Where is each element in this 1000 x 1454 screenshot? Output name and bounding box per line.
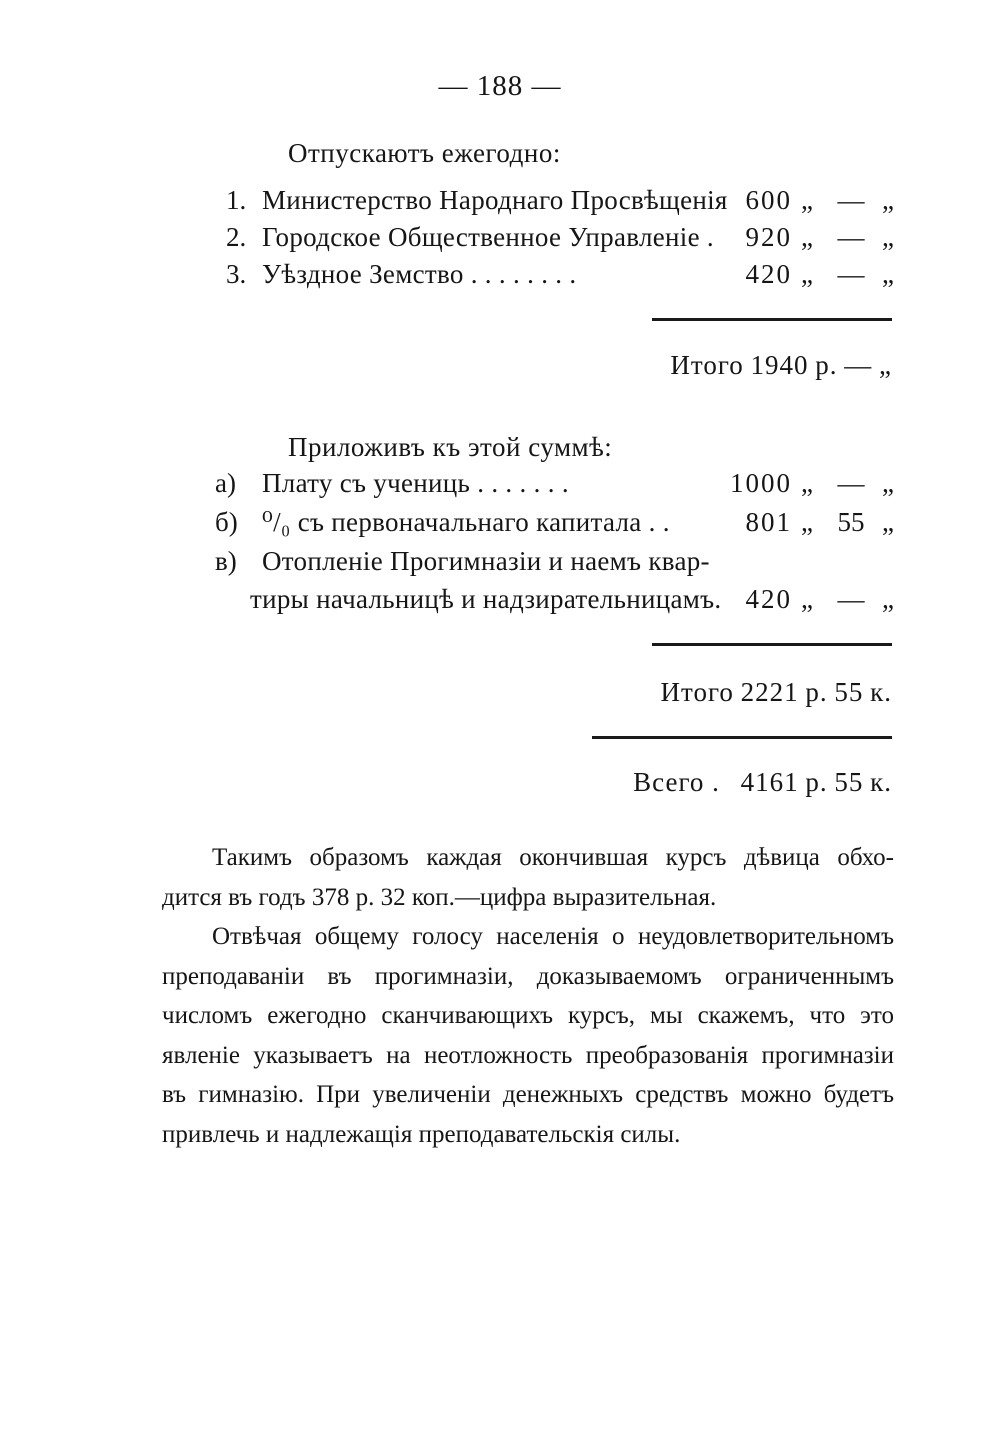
item-number: 2. bbox=[226, 222, 247, 252]
item-ditto-1: „ bbox=[801, 468, 813, 498]
paragraph-2 bbox=[162, 917, 894, 1154]
section1-total bbox=[670, 350, 892, 381]
item-text: Уѣздное Земство . . . . . . . . bbox=[262, 259, 577, 289]
grand-total-label: Всего . bbox=[633, 767, 720, 797]
item-ditto-3: „ bbox=[882, 584, 894, 614]
paragraph-line: числомъ ежегодно сканчивающихъ курсъ, мы скажемъ, что это bbox=[162, 1002, 894, 1029]
item-text: ⁰/₀ съ первоначальнаго капитала . . bbox=[262, 507, 670, 537]
item-ditto-2: — bbox=[837, 259, 865, 289]
total-unit: р. bbox=[815, 350, 838, 380]
page-number: — 188 — bbox=[438, 70, 562, 102]
item-ditto-2: — bbox=[837, 222, 865, 252]
item-letter: а) bbox=[215, 468, 236, 498]
paragraph-line: привлечь и надлежащія преподавательскія силы. bbox=[162, 1120, 681, 1148]
item-ditto-3: „ bbox=[882, 468, 894, 498]
item-ditto-1: „ bbox=[801, 507, 813, 537]
section1-item-1 bbox=[0, 185, 1000, 225]
item-ditto-2: — bbox=[837, 185, 865, 215]
item-amount: 420 bbox=[745, 259, 792, 289]
item-number: 3. bbox=[226, 259, 247, 289]
grand-total-unit: р. bbox=[805, 767, 828, 797]
item-text: Министерство Народнаго Просвѣщенія bbox=[262, 185, 728, 215]
item-ditto-2: — bbox=[837, 468, 865, 498]
item-ditto-3: „ bbox=[882, 507, 894, 537]
item-letter: б) bbox=[215, 507, 238, 537]
paragraph-1 bbox=[162, 838, 894, 917]
total-amount: 1940 bbox=[750, 350, 809, 380]
subtotal-rule-1 bbox=[652, 318, 892, 321]
item-text: Отопленіе Прогимназіи и наемъ квар- bbox=[262, 546, 710, 576]
item-text: тиры начальницѣ и надзирательницамъ. bbox=[250, 584, 722, 614]
item-ditto-1: „ bbox=[801, 584, 813, 614]
section1-item-3 bbox=[0, 259, 1000, 299]
item-ditto-3: „ bbox=[882, 222, 894, 252]
section2-item-c bbox=[0, 546, 1000, 586]
item-ditto-2: — bbox=[837, 584, 865, 614]
item-ditto-3: „ bbox=[882, 259, 894, 289]
item-text: Плату съ учениць . . . . . . . bbox=[262, 468, 569, 498]
total-kopecks-unit: к. bbox=[870, 677, 892, 707]
grand-total-kopecks: 55 bbox=[834, 767, 864, 797]
section1-heading: Отпускаютъ ежегодно: bbox=[288, 138, 561, 168]
section2-item-b bbox=[0, 507, 1000, 547]
paragraph-line: явленіе указываетъ на неотложность преобразованія прогимназіи bbox=[162, 1041, 894, 1069]
section2-item-a bbox=[0, 468, 1000, 508]
item-amount: 920 bbox=[745, 222, 792, 252]
section2-heading: Приложивъ къ этой суммѣ: bbox=[288, 432, 613, 462]
section1-item-2 bbox=[0, 222, 1000, 262]
item-number: 1. bbox=[226, 185, 247, 215]
total-unit: р. bbox=[805, 677, 828, 707]
total-quote: „ bbox=[879, 350, 892, 380]
item-amount: 801 bbox=[745, 507, 792, 537]
paragraph-line: преподаваніи въ прогимназіи, доказываемомъ ограниченнымъ bbox=[162, 962, 894, 990]
item-text: Городское Общественное Управленіе . bbox=[262, 222, 714, 252]
grand-total bbox=[633, 767, 892, 798]
section2-item-c-continued bbox=[0, 584, 1000, 624]
section2-total bbox=[661, 677, 892, 708]
item-amount: 600 bbox=[745, 185, 792, 215]
item-ditto-3: „ bbox=[882, 185, 894, 215]
item-ditto-1: „ bbox=[801, 222, 813, 252]
total-dash: — bbox=[844, 350, 873, 380]
item-ditto-1: „ bbox=[801, 259, 813, 289]
paragraph-line: въ гимназію. При увеличеніи денежныхъ средствъ можно будетъ bbox=[162, 1081, 894, 1108]
paragraph-line: Отвѣчая общему голосу населенія о неудовлетворительномъ bbox=[212, 923, 894, 950]
grand-total-amount: 4161 bbox=[740, 767, 799, 797]
grand-total-rule bbox=[592, 736, 892, 739]
total-label: Итого bbox=[660, 677, 734, 707]
item-amount: 420 bbox=[745, 584, 792, 614]
subtotal-rule-2 bbox=[652, 643, 892, 646]
item-kopecks: 55 bbox=[837, 507, 865, 537]
total-kopecks: 55 bbox=[834, 677, 864, 707]
paragraph-line: Такимъ образомъ каждая окончившая курсъ дѣвица обхо- bbox=[212, 844, 894, 871]
grand-total-kopecks-unit: к. bbox=[870, 767, 892, 797]
item-ditto-1: „ bbox=[801, 185, 813, 215]
total-label: Итого bbox=[670, 350, 744, 380]
paragraph-line: дится въ годъ 378 р. 32 коп.—цифра выразительная. bbox=[162, 883, 717, 911]
item-letter: в) bbox=[215, 546, 237, 576]
total-amount: 2221 bbox=[740, 677, 799, 707]
item-amount: 1000 bbox=[730, 468, 792, 498]
